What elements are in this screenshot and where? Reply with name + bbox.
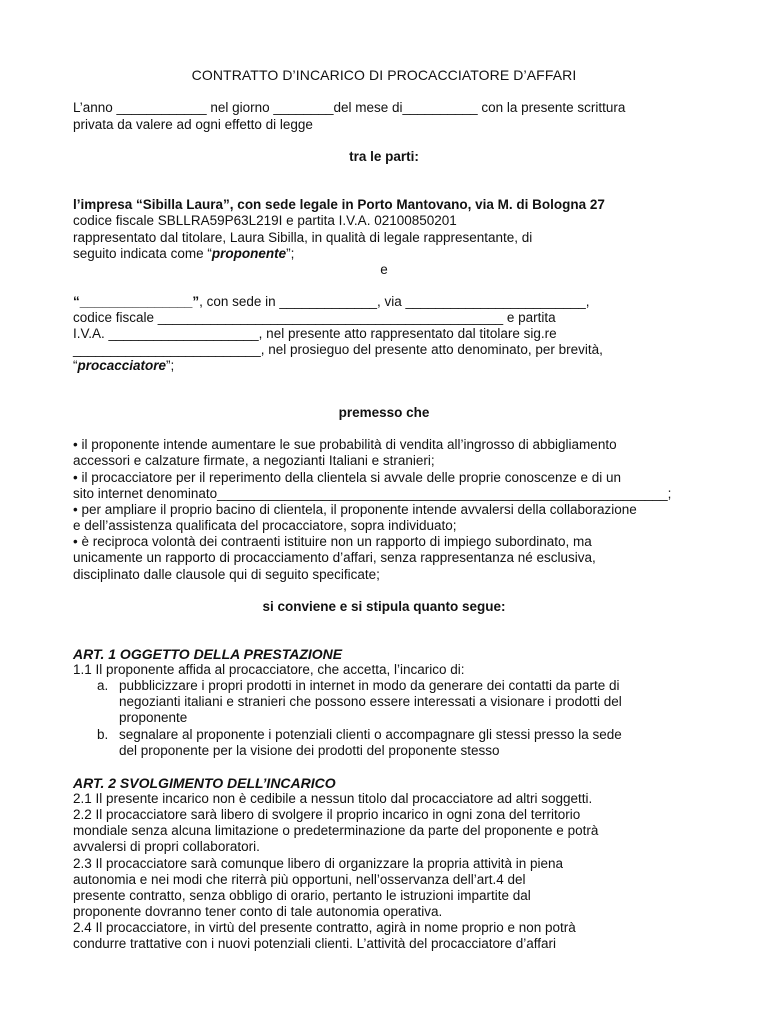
- list-marker-b: b.: [97, 727, 109, 742]
- art1-item-a-line: negozianti italiani e stranieri che possono essere interessati a visionare i prodotti del: [119, 694, 622, 709]
- premessa-line: • è reciproca volontà dei contraenti istituire non un rapporto di impiego subordinato, ma: [73, 534, 592, 549]
- procacciatore-name-blank: “_______________”: [73, 294, 200, 309]
- art1-item-b-line: del proponente per la visione dei prodotti del proponente stesso: [119, 743, 500, 758]
- procacciatore-term: procacciatore: [77, 358, 167, 373]
- art2-line: presente contratto, senza obbligo di orario, pertanto le istruzioni impartite dal: [73, 888, 531, 903]
- art2-line: autonomia e nei modi che riterrà più opportuni, nell’osservanza dell’art.4 del: [73, 872, 526, 887]
- procacciatore-line-4: _________________________, nel prosieguo del presente atto denominato, per brevità,: [73, 342, 603, 357]
- tra-le-parti-heading: tra le parti:: [349, 149, 419, 164]
- proponente-line-1: l’impresa “Sibilla Laura”, con sede legale in Porto Mantovano, via M. di Bologna 27: [73, 197, 605, 212]
- premessa-line: • per ampliare il proprio bacino di clientela, il proponente intende avvalersi della collaborazione: [73, 502, 637, 517]
- art2-line: 2.4 Il procacciatore, in virtù del presente contratto, agirà in nome proprio e non potrà: [73, 920, 576, 935]
- intro-line-2: privata da valere ad ogni effetto di legge: [73, 117, 313, 132]
- proponente-suffix: ”;: [286, 246, 295, 261]
- si-conviene-heading: si conviene e si stipula quanto segue:: [262, 599, 506, 614]
- premessa-line: unicamente un rapporto di procacciamento d’affari, senza rappresentanza né esclusiva,: [73, 550, 596, 565]
- document-title: CONTRATTO D’INCARICO DI PROCACCIATORE D’AFFARI: [191, 67, 577, 83]
- art2-line: 2.3 Il procacciatore sarà comunque libero di organizzare la propria attività in piena: [73, 856, 564, 871]
- proponente-term: proponente: [211, 246, 287, 261]
- art2-line: avvalersi di propri collaboratori.: [73, 839, 260, 854]
- procacciatore-prefix: “: [73, 358, 78, 373]
- art2-heading: ART. 2 SVOLGIMENTO DELL’INCARICO: [73, 775, 336, 791]
- art1-intro: 1.1 Il proponente affida al procacciatore, che accetta, l’incarico di:: [73, 662, 465, 677]
- procacciatore-suffix: ”;: [166, 358, 175, 373]
- art2-line: mondiale senza alcuna limitazione o predeterminazione da parte del proponente e potrà: [73, 823, 599, 838]
- art1-item-a-line: proponente: [119, 710, 188, 725]
- proponente-line-3: rappresentato dal titolare, Laura Sibilla, in qualità di legale rappresentante, di: [73, 230, 533, 245]
- procacciatore-address: , con sede in _____________, via ________________________,: [199, 294, 590, 309]
- premessa-line: • il procacciatore per il reperimento della clientela si avvale delle proprie conoscenze e di un: [73, 470, 622, 485]
- art1-item-b-line: segnalare al proponente i potenziali clienti o accompagnare gli stessi presso la sede: [119, 727, 622, 742]
- list-marker-a: a.: [97, 678, 109, 693]
- proponente-line-2: codice fiscale SBLLRA59P63L219I e partita I.V.A. 02100850201: [73, 213, 457, 228]
- premessa-line: disciplinato dalle clausole qui di seguito specificate;: [73, 567, 380, 582]
- art2-line: condurre trattative con i nuovi potenziali clienti. L’attività del procacciatore d’affari: [73, 936, 557, 951]
- procacciatore-line-5: [73, 358, 174, 374]
- art2-line: 2.2 Il procacciatore sarà libero di svolgere il proprio incarico in ogni zona del territorio: [73, 807, 581, 822]
- procacciatore-line-2: codice fiscale ______________________________________________ e partita: [73, 310, 556, 325]
- art2-line: 2.1 Il presente incarico non è cedibile a nessun titolo dal procacciatore ad altri soggetti.: [73, 791, 593, 806]
- art1-item-a-line: pubblicizzare i propri prodotti in internet in modo da generare dei contatti da parte di: [119, 678, 620, 693]
- premesso-che-heading: premesso che: [338, 405, 430, 420]
- intro-line-1: L’anno ____________ nel giorno ________del mese di__________ con la presente scrittura: [73, 100, 626, 115]
- premessa-line: e dell’assistenza qualificata del procacciatore, sopra individuato;: [73, 518, 457, 533]
- procacciatore-line-1: [73, 294, 590, 310]
- premessa-line: accessori e calzature firmate, a negozianti Italiani e stranieri;: [73, 453, 435, 468]
- procacciatore-line-3: I.V.A. ____________________, nel presente atto rappresentato dal titolare sig.re: [73, 326, 557, 341]
- conjunction-e: e: [380, 262, 388, 277]
- proponente-prefix: seguito indicata come “: [73, 246, 212, 261]
- art1-heading: ART. 1 OGGETTO DELLA PRESTAZIONE: [73, 646, 343, 662]
- art2-line: proponente dovranno tener conto di tale autonomia operativa.: [73, 904, 443, 919]
- premessa-line: sito internet denominato____________________________________________________________;: [73, 486, 672, 501]
- premessa-line: • il proponente intende aumentare le sue probabilità di vendita all’ingrosso di abbigliamento: [73, 437, 617, 452]
- proponente-line-4: [73, 246, 294, 262]
